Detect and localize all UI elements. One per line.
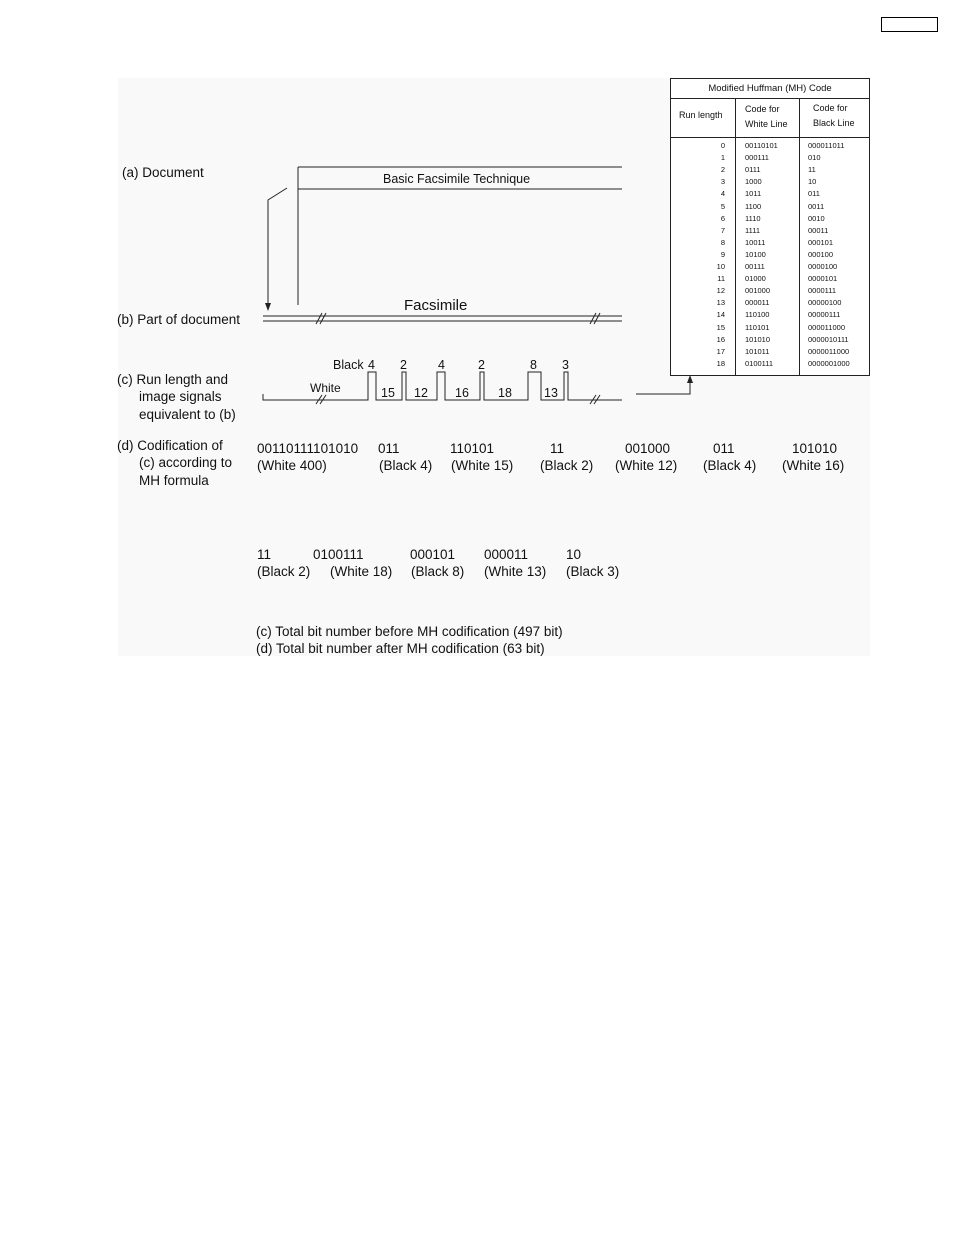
label-c-line1: (c) Run length and	[117, 372, 229, 387]
mh-run-length: 6	[720, 213, 725, 223]
mh-run-length: 9	[720, 249, 725, 259]
black-run-1: 4	[368, 358, 375, 372]
mh-white-code: 000011	[745, 298, 770, 308]
mh-run-length: 13	[716, 298, 725, 308]
white-run-3: 16	[455, 386, 469, 400]
label-b: (b) Part of document	[117, 312, 241, 327]
total-after: (d) Total bit number after MH codification (63 bit)	[256, 641, 545, 656]
code-label-3: (White 15)	[451, 458, 514, 473]
label-d-line3: MH formula	[139, 473, 209, 488]
code-9: 0100111	[313, 547, 364, 562]
mh-white-code: 110100	[745, 310, 770, 320]
black-run-5: 8	[530, 358, 537, 372]
mh-run-length: 17	[716, 346, 725, 356]
mh-run-length: 18	[716, 358, 725, 368]
mh-white-code: 1000	[745, 177, 762, 187]
mh-black-code: 0000001000	[808, 358, 850, 368]
code-label-9: (White 18)	[330, 564, 393, 579]
col-black-2: Black Line	[813, 118, 855, 128]
mh-white-code: 1110	[745, 213, 761, 223]
mh-white-code: 1111	[745, 225, 761, 235]
mh-white-code: 1100	[745, 201, 762, 211]
white-run-4: 18	[498, 386, 512, 400]
mh-black-code: 0000100	[808, 262, 838, 271]
mh-black-code: 000100	[808, 249, 834, 259]
mh-run-length: 11	[717, 274, 725, 284]
mh-table-title: Modified Huffman (MH) Code	[671, 79, 869, 99]
col-white-1: Code for	[745, 104, 780, 114]
mh-black-code: 0000111	[808, 286, 837, 296]
mh-code-table	[670, 78, 870, 376]
mh-black-code: 000011000	[808, 322, 845, 332]
mh-white-code: 01000	[745, 274, 766, 284]
code-label-11: (White 13)	[484, 564, 547, 579]
mh-run-length: 16	[716, 334, 725, 344]
code-label-8: (Black 2)	[257, 564, 311, 579]
code-label-2: (Black 4)	[379, 458, 433, 473]
white-run-2: 12	[414, 386, 428, 400]
mh-black-code: 00011	[808, 225, 829, 235]
mh-run-length: 1	[720, 153, 725, 163]
mh-white-code: 00111	[745, 262, 765, 271]
mh-white-code: 001000	[745, 286, 771, 296]
black-run-3: 4	[438, 358, 445, 372]
mh-run-length: 2	[720, 165, 725, 175]
mh-black-code: 00000111	[808, 310, 841, 320]
mh-run-length: 5	[720, 201, 725, 211]
mh-black-code: 0000011000	[808, 346, 850, 356]
white-label: White	[310, 381, 341, 395]
mh-run-length: 4	[720, 189, 725, 199]
code-5: 001000	[625, 441, 671, 456]
black-run-4: 2	[478, 358, 485, 372]
total-before: (c) Total bit number before MH codification (497 bit)	[256, 624, 563, 639]
code-8: 11	[257, 547, 272, 562]
mh-run-length: 12	[716, 286, 725, 296]
code-4: 11	[550, 441, 565, 456]
label-a: (a) Document	[122, 165, 204, 180]
mh-black-code: 011	[808, 189, 820, 199]
code-12: 10	[566, 547, 582, 562]
col-white-2: White Line	[745, 119, 788, 129]
mh-run-length: 10	[716, 262, 725, 271]
code-label-1: (White 400)	[257, 458, 327, 473]
mh-black-code: 0010	[808, 213, 825, 223]
code-3: 110101	[450, 441, 495, 456]
mh-black-code: 000011011	[808, 141, 845, 150]
mh-black-code: 0000010111	[808, 334, 849, 344]
mh-white-code: 00110101	[745, 141, 778, 150]
mh-black-code: 00000100	[808, 298, 842, 308]
mh-black-code: 0011	[808, 201, 825, 211]
code-label-4: (Black 2)	[540, 458, 594, 473]
code-label-10: (Black 8)	[411, 564, 465, 579]
black-run-2: 2	[400, 358, 407, 372]
mh-white-code: 101011	[745, 346, 770, 356]
mh-run-length: 7	[720, 225, 725, 235]
mh-run-length: 0	[720, 141, 725, 150]
code-label-7: (White 16)	[782, 458, 845, 473]
code-label-6: (Black 4)	[703, 458, 757, 473]
mh-white-code: 101010	[745, 334, 771, 344]
code-7: 101010	[792, 441, 838, 456]
mh-white-code: 10011	[745, 237, 766, 247]
black-run-6: 3	[562, 358, 569, 372]
code-10: 000101	[410, 547, 456, 562]
label-d-line1: (d) Codification of	[117, 438, 223, 453]
mh-run-length: 3	[720, 177, 725, 187]
part-title: Facsimile	[404, 297, 468, 314]
col-run-length: Run length	[679, 110, 723, 120]
code-1: 00110111101010	[257, 441, 359, 456]
mh-white-code: 0100111	[745, 358, 774, 368]
label-c-line2: image signals	[139, 389, 222, 404]
mh-black-code: 0000101	[808, 274, 838, 284]
label-d-line2: (c) according to	[139, 455, 233, 470]
document-title: Basic Facsimile Technique	[383, 172, 531, 186]
mh-run-length: 14	[716, 310, 725, 320]
white-run-5: 13	[544, 386, 558, 400]
code-label-12: (Black 3)	[566, 564, 620, 579]
mh-black-code: 11	[808, 165, 816, 175]
mh-white-code: 000111	[745, 153, 769, 163]
code-label-5: (White 12)	[615, 458, 678, 473]
mh-black-code: 10	[808, 177, 817, 187]
mh-white-code: 0111	[745, 165, 761, 175]
label-c-line3: equivalent to (b)	[139, 407, 236, 422]
mh-white-code: 1011	[745, 189, 762, 199]
mh-black-code: 010	[808, 153, 821, 163]
white-run-1: 15	[381, 386, 395, 400]
code-11: 000011	[484, 547, 529, 562]
col-black-1: Code for	[813, 103, 848, 113]
mh-run-length: 15	[716, 322, 725, 332]
code-2: 011	[378, 441, 400, 456]
mh-white-code: 10100	[745, 249, 766, 259]
mh-white-code: 110101	[745, 322, 770, 332]
mh-black-code: 000101	[808, 237, 834, 247]
mh-run-length: 8	[720, 237, 725, 247]
black-label: Black	[333, 358, 364, 372]
code-6: 011	[713, 441, 735, 456]
